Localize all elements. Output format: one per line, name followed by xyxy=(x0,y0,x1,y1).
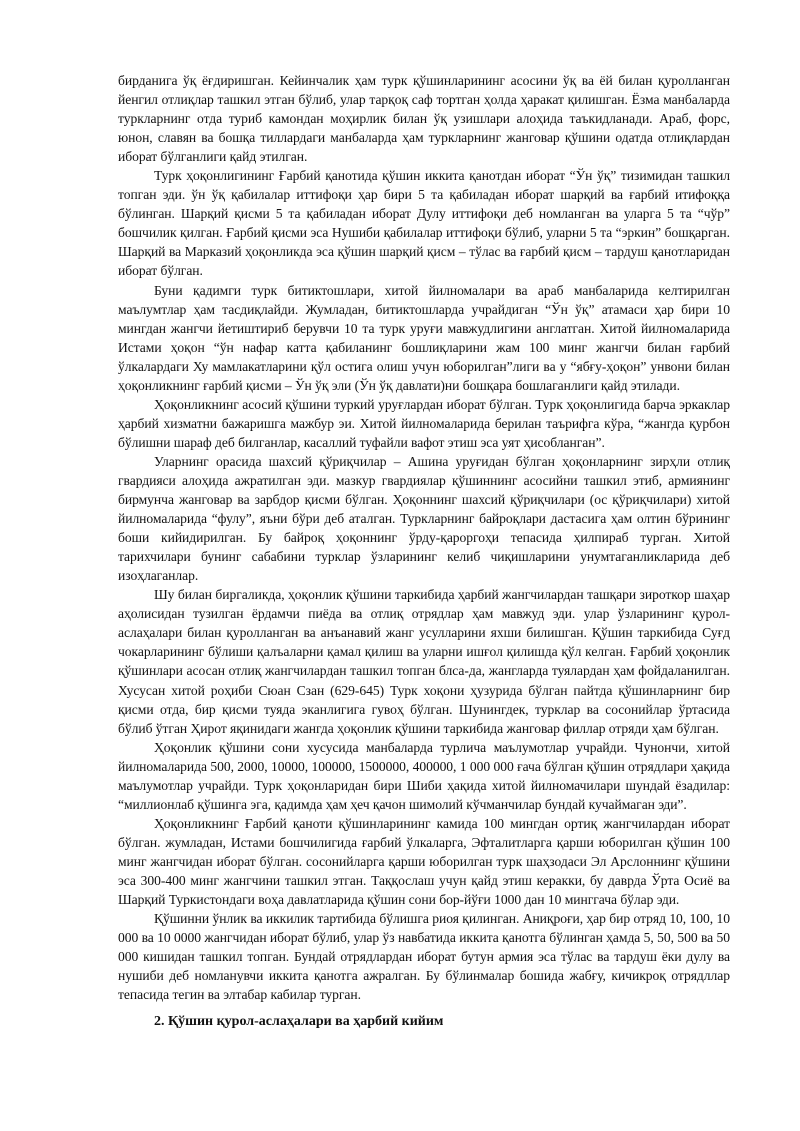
paragraph-1: бирданига ўқ ёғдиришган. Кейинчалик ҳам турк қўшинларининг асосини ўқ ва ёй билан қуролланган йенгил отлиқлар ташкил этган бўлиб, улар тарқоқ саф тортган ҳолда ҳаракат қилишган. Ёзма манбаларда туркларнинг отда туриб камондан моҳирлик билан ўқ узишлари алоҳида таъкидланади. Араб, форс, юнон, славян ва бошқа тиллардаги манбаларда ҳам туркларнинг жанговар қўшини одатда отлиқлардан иборат бўлганлиги қайд этилган. xyxy=(118,73,730,165)
document-body xyxy=(118,71,730,1004)
paragraph-6: Шу билан биргаликда, ҳоқонлик қўшини таркибида ҳарбий жангчилардан ташқари зироткор шаҳар аҳолисидан тузилган ёрдамчи пиёда ва отлиқ отрядлар ҳам мавжуд эди. улар ўзларининг қурол-аслаҳалари билан қуролланган ва анъанавий жанг усулларини яхши билишган. Қўшин таркибида Суғд чокарларининг бўлиши қалъаларни қамал қилиш ва уларни ишғол қилишда қўл келган. Ғарбий ҳоқонлик қўшинлари асосан отлиқ жангчилардан ташкил топган блса-да, жангларда туялардан ҳам фойдаланилган. Хусусан хитой роҳиби Сюан Сзан (629-645) Турк хоқони ҳузурида бўлган пайтда қўшинларнинг бир қисми отда, бир қисми туяда эканлигига гувоҳ бўлган. Шунингдек, турклар ва сосонийлар ўртасида бўлиб ўтган Ҳирот яқинидаги жангда ҳоқонлик қўшини таркибида жанговар филлар отряди ҳам бўлган. xyxy=(118,587,730,736)
paragraph-2: Турк ҳоқонлигининг Ғарбий қанотида қўшин иккита қанотдан иборат “Ўн ўқ” тизимидан ташкил топган эди. ўн ўқ қабилалар иттифоқи ҳар бири 5 та қабиладан иборат шарқий ва ғарбий итифоққа бўлинган. Шарқий қисми 5 та қабиладан иборат Дулу иттифоқи деб номланган ва уларга 5 та “чўр” бошчилик қилган. Ғарбий қисми эса Нушиби қабилалар иттифоқи бўлиб, уларни 5 та “эркин” бошқарган. Шарқий ва Марказий ҳоқонликда эса қўшин шарқий қисм – тўлас ва ғарбий қисм – тардуш қанотларидан иборат бўлган. xyxy=(118,168,730,279)
paragraph-9: Қўшинни ўнлик ва иккилик тартибида бўлишга риоя қилинган. Аниқроғи, ҳар бир отряд 10, 100, 10 000 ва 10 0000 жангчидан иборат бўлиб, улар ўз навбатида иккита қанотга бўлинган ҳамда 5, 50, 500 ва 50 000 кишидан ташкил топган. Бундай отрядлардан иборат бутун армия эса тўлас ва тардуш ёки дулу ва нушиби деб номланувчи иккита қанотга ажралган. Бу бўлинмалар бошида жабғу, кичикроқ отрядллар тепасида тегин ва элтабар кабилар турган. xyxy=(118,911,730,1003)
paragraph-7: Ҳоқонлик қўшини сони хусусида манбаларда турлича маълумотлар учрайди. Чунончи, хитой йилномаларида 500, 2000, 10000, 100000, 1500000, 400000, 1 000 000 ғача бўлган қўшин отрядлари ҳақида маълумотлар учрайди. Турк ҳоқонларидан бири Шиби ҳақида хитой йилномачилари шундай ёзадилар: “миллионлаб қўшинга эга, қадимда ҳам ҳеч қачон шимолий кўчманчилар бундай кучаймаган эди”. xyxy=(118,739,730,812)
paragraph-4: Ҳоқонликнинг асосий қўшини туркий уруғлардан иборат бўлган. Турк ҳоқонлигида барча эркаклар ҳарбий хизматни бажаришга мажбур эи. Хитой йилномаларида берилан таърифга кўра, “жангда қурбон бўлишни шараф деб билганлар, касаллий туфайли вафот этиш эса уят ҳисобланган”. xyxy=(118,396,730,450)
paragraph-3: Буни қадимги турк битиктошлари, хитой йилномалари ва араб манбаларида келтирилган маълумтлар ҳам тасдиқлайди. Жумладан, битиктошларда учрайдиган “Ўн ўқ” атамаси ҳар бири 10 мингдан жангчи йетиштириб берувчи 10 та турк уруғи мавжудлигини англатган. Хитой йилномаларида Истами ҳоқон “ўн нафар катта қабиланинг бошлиқларини жам 100 минг жангчи билан ғарбий ўлкалардаги Ху мамлакатларини қўл остига олиш учун юборилган”лиги ва у “ябғу-ҳоқон” унвони билан ҳоқонликнинг ғарбий қисми – Ўн ўқ эли (Ўн ўқ давлати)ни бошқара бошлаганлиги қайд этилади. xyxy=(118,282,730,393)
paragraph-8: Ҳоқонликнинг Ғарбий қаноти қўшинларининг камида 100 мингдан ортиқ жангчилардан иборат бўлган. жумладан, Истами бошчилигида ғарбий ўлкаларга, Эфталитларга қарши юборилган қўшин 100 минг жангчидан иборат бўлган. сосонийларга қарши юборилган турк шаҳзодаси Эл Арслоннинг қўшини эса 300-400 минг жангчини ташкил этган. Таққослаш учун қайд этиш керакки, бу даврда Ўрта Осиё ва Шарқий Туркистондаги воҳа давлатларида қўшин сони бор-йўғи 1000 дан 10 минггача бўлар эди. xyxy=(118,815,730,908)
paragraph-5: Уларнинг орасида шахсий қўриқчилар – Ашина уруғидан бўлган ҳоқонларнинг зирҳли отлиқ гвардияси алоҳида ажратилган эди. мазкур гвардиялар қўшиннинг асосийни ташкил этиб, армиянинг бирмунча жанговар ва зарбдор қисми бўлган. Ҳоқоннинг шахсий қўриқчилари (ос қўриқчилари) хитой йилномаларида “фулу”, яъни бўри деб аталган. Туркларнинг байроқлари дастасига ҳам олтин бўрининг боши кийидирилган. Бу байроқ ҳоқоннинг ўрду-қароргоҳи тепасида ҳилпираб турган. Хитой тарихчилари бунинг сабабини турклар ўзларининг келиб чиқишларини унумтаганликларида деб изоҳлаганлар. xyxy=(118,453,730,584)
section-heading: 2. Қўшин қурол-аслаҳалари ва ҳарбий кийим xyxy=(154,1014,444,1029)
